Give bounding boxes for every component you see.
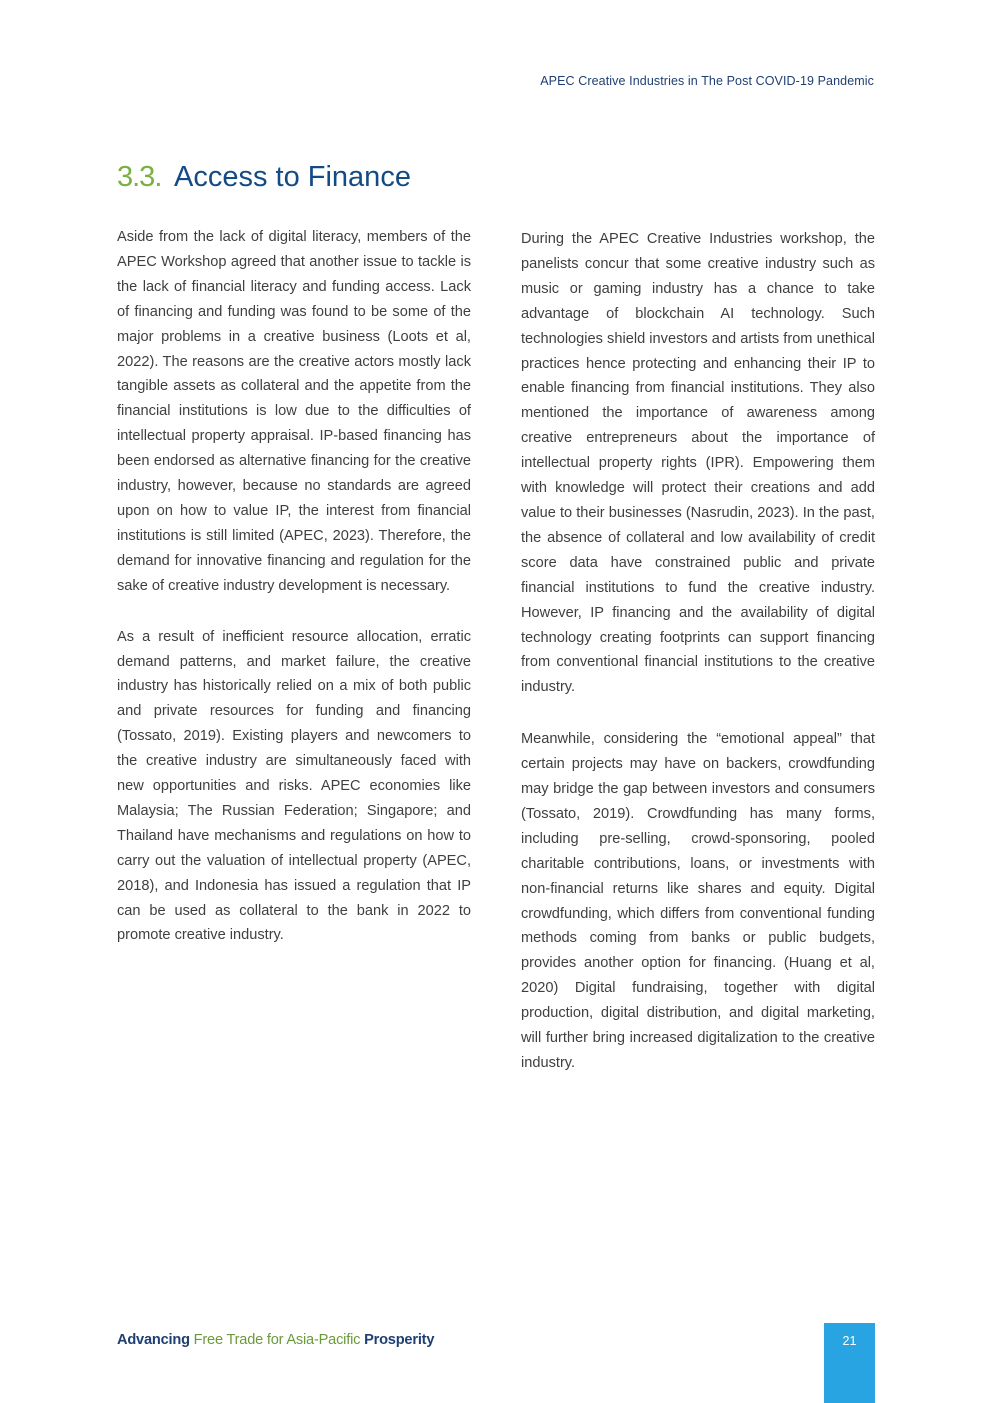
running-header: APEC Creative Industries in The Post COVID-19 Pandemic — [540, 74, 874, 88]
left-column — [117, 225, 471, 948]
page-number: 21 — [824, 1323, 875, 1403]
tagline-advancing: Advancing — [117, 1332, 190, 1348]
body-paragraph: Meanwhile, considering the “emotional appeal” that certain projects may have on backers, crowdfunding may bridge the gap between investors and consumers (Tossato, 2019). Crowdfunding has many forms, including pre-selling, crowd-sponsoring, pooled charitable contributions, loans, or investments with non-financial returns like shares and equity. Digital crowdfunding, which differs from conventional funding methods coming from banks or public budgets, provides another option for financing. (Huang et al, 2020) Digital fundraising, together with digital production, digital distribution, and digital marketing, will further bring increased digitalization to the creative industry. — [521, 731, 875, 1071]
tagline-prosperity: Prosperity — [364, 1332, 435, 1348]
right-column — [521, 227, 875, 1076]
section-title: Access to Finance — [174, 161, 411, 193]
section-number: 3.3. — [117, 161, 162, 193]
body-paragraph: During the APEC Creative Industries workshop, the panelists concur that some creative industry such as music or gaming industry has a chance to take advantage of blockchain AI technology. Such technologies shield investors and artists from unethical practices hence protecting and enhancing their IP to enable financing from financial institutions. They also mentioned the importance of awareness among creative entrepreneurs about the importance of intellectual property rights (IPR). Empowering them with knowledge will protect their creations and add value to their businesses (Nasrudin, 2023). In the past, the absence of collateral and low availability of credit score data have constrained public and private financial institutions to fund the creative industry. However, IP financing and the availability of digital technology creating footprints can support financing from conventional financial institutions to the creative industry. — [521, 231, 875, 696]
footer-tagline — [117, 1332, 434, 1348]
body-paragraph: As a result of inefficient resource allocation, erratic demand patterns, and market failure, the creative industry has historically relied on a mix of both public and private resources for funding and financing (Tossato, 2019). Existing players and newcomers to the creative industry are simultaneously faced with new opportunities and risks. APEC economies like Malaysia; The Russian Federation; Singapore; and Thailand have mechanisms and regulations on how to carry out the valuation of intellectual property (APEC, 2018), and Indonesia has issued a regulation that IP can be used as collateral to the bank in 2022 to promote creative industry. — [117, 628, 471, 944]
section-heading — [117, 158, 411, 196]
body-paragraph: Aside from the lack of digital literacy, members of the APEC Workshop agreed that another issue to tackle is the lack of financial literacy and funding access. Lack of financing and funding was found to be some of the major problems in a creative business (Loots et al, 2022). The reasons are the creative actors mostly lack tangible assets as collateral and the appetite from the financial institutions is low due to the difficulties of intellectual property appraisal. IP-based financing has been endorsed as alternative financing for the creative industry, however, because no standards are agreed upon on how to value IP, the interest from financial institutions is still limited (APEC, 2023). Therefore, the demand for innovative financing and regulation for the sake of creative industry development is necessary. — [117, 229, 471, 594]
tagline-middle: Free Trade for Asia-Pacific — [189, 1332, 365, 1348]
